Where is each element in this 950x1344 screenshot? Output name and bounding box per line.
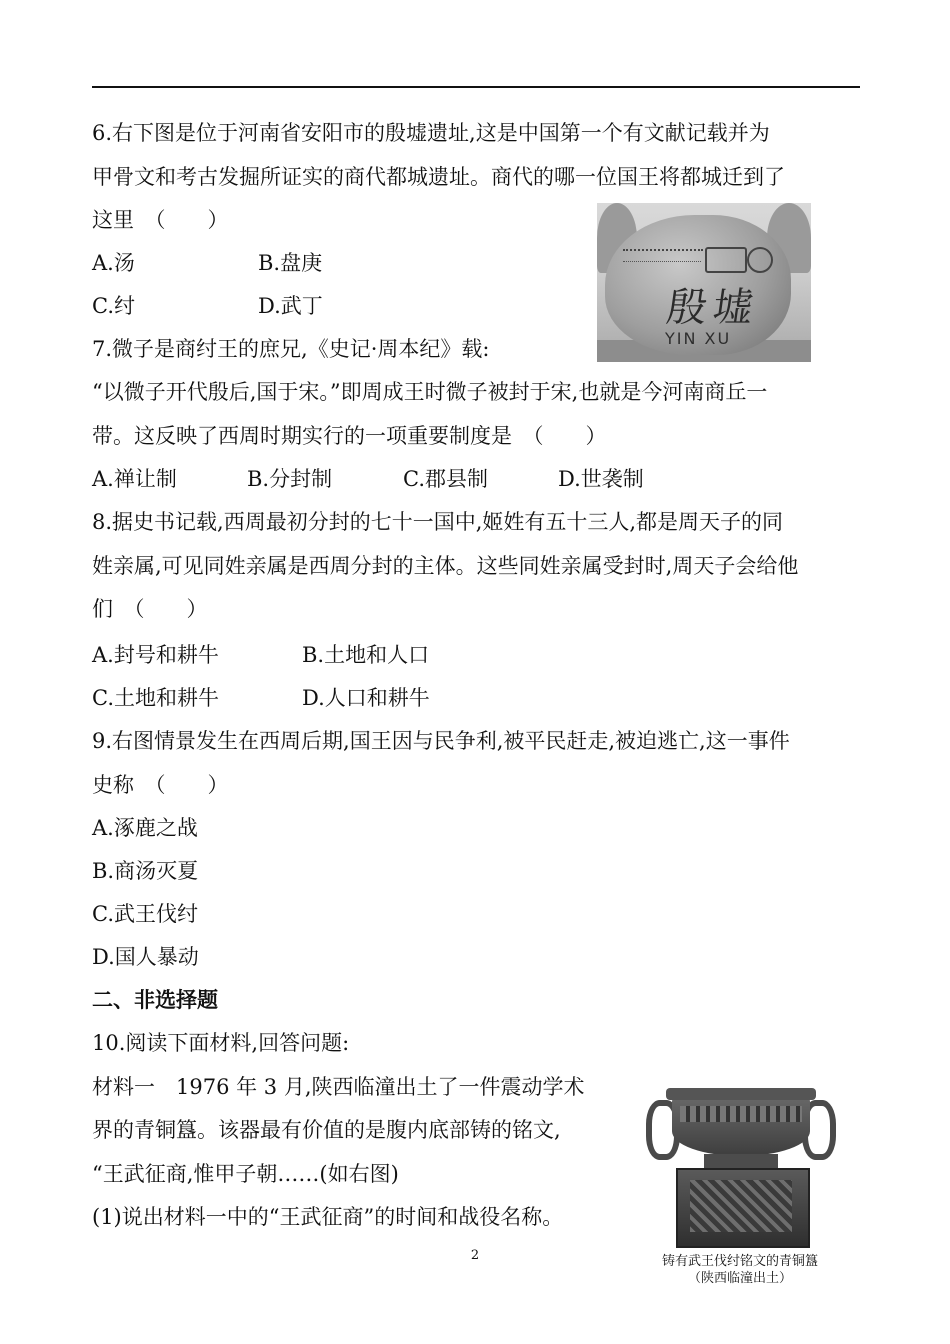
q6-option-d: D.武丁 [258,294,323,318]
q6-option-c: C.纣 [92,294,135,318]
q8-option-b: B.土地和人口 [302,643,430,667]
q8-line-1: 8.据史书记载,西周最初分封的七十一国中,姬姓有五十三人,都是周天子的同 [92,510,784,534]
stone-carved-text: 殷墟 [663,285,763,331]
page-number: 2 [470,1248,480,1263]
q7-line-1: 7.微子是商纣王的庶兄,《史记·周本纪》载: [92,337,490,361]
q10-intro: 10.阅读下面材料,回答问题: [92,1031,350,1055]
q9-option-b: B.商汤灭夏 [92,859,199,883]
q7-option-c: C.郡县制 [403,467,488,491]
q6-option-b: B.盘庚 [258,251,323,275]
q8-option-d: D.人口和耕牛 [302,686,430,710]
q10-material-line-3: “王武征商,惟甲子朝……(如右图) [92,1162,399,1186]
world-heritage-icon [747,247,773,273]
q10-sub-question-1: (1)说出材料一中的“王武征商”的时间和战役名称。 [92,1205,564,1229]
q9-option-a: A.涿鹿之战 [92,816,198,840]
heritage-emblem-icon [705,247,747,273]
yinxu-stone-image [597,203,811,362]
q8-option-a: A.封号和耕牛 [92,643,219,667]
bronze-caption-line-1: 铸有武王伐纣铭文的青铜簋 [661,1254,818,1269]
q6-line-2: 甲骨文和考古发掘所证实的商代都城遗址。商代的哪一位国王将都城迁到了 [92,165,785,189]
bronze-caption-line-2: （陕西临潼出土） [687,1271,792,1286]
header-rule [92,86,860,88]
q6-line-1: 6.右下图是位于河南省安阳市的殷墟遗址,这是中国第一个有文献记载并为 [92,121,770,145]
q7-option-d: D.世袭制 [558,467,644,491]
q9-option-c: C.武王伐纣 [92,902,198,926]
q6-line-3: 这里 （ ） [92,208,229,232]
bronze-gui-image [646,1080,836,1250]
q8-line-3: 们 （ ） [92,597,208,621]
q9-line-1: 9.右图情景发生在西周后期,国王因与民争利,被平民赶走,被迫逃亡,这一事件 [92,729,790,753]
section-title: 二、非选择题 [92,988,218,1012]
q6-option-a: A.汤 [92,251,135,275]
q10-material-line-1: 材料一 1976 年 3 月,陕西临潼出土了一件震动学术 [92,1075,585,1099]
q9-option-d: D.国人暴动 [92,945,199,969]
q10-material-line-2: 界的青铜簋。该器最有价值的是腹内底部铸的铭文, [92,1118,561,1142]
q9-line-2: 史称 （ ） [92,773,229,797]
q7-line-2: “以微子开代殷后,国于宋。”即周成王时微子被封于宋,也就是今河南商丘一 [92,380,768,404]
q7-line-3: 带。这反映了西周时期实行的一项重要制度是 （ ） [92,424,607,448]
q7-option-b: B.分封制 [247,467,333,491]
q8-option-c: C.土地和耕牛 [92,686,219,710]
q7-option-a: A.禅让制 [92,467,177,491]
q8-line-2: 姓亲属,可见同姓亲属是西周分封的主体。这些同姓亲属受封时,周天子会给他 [92,554,799,578]
stone-latin-text: YIN XU [665,329,732,348]
